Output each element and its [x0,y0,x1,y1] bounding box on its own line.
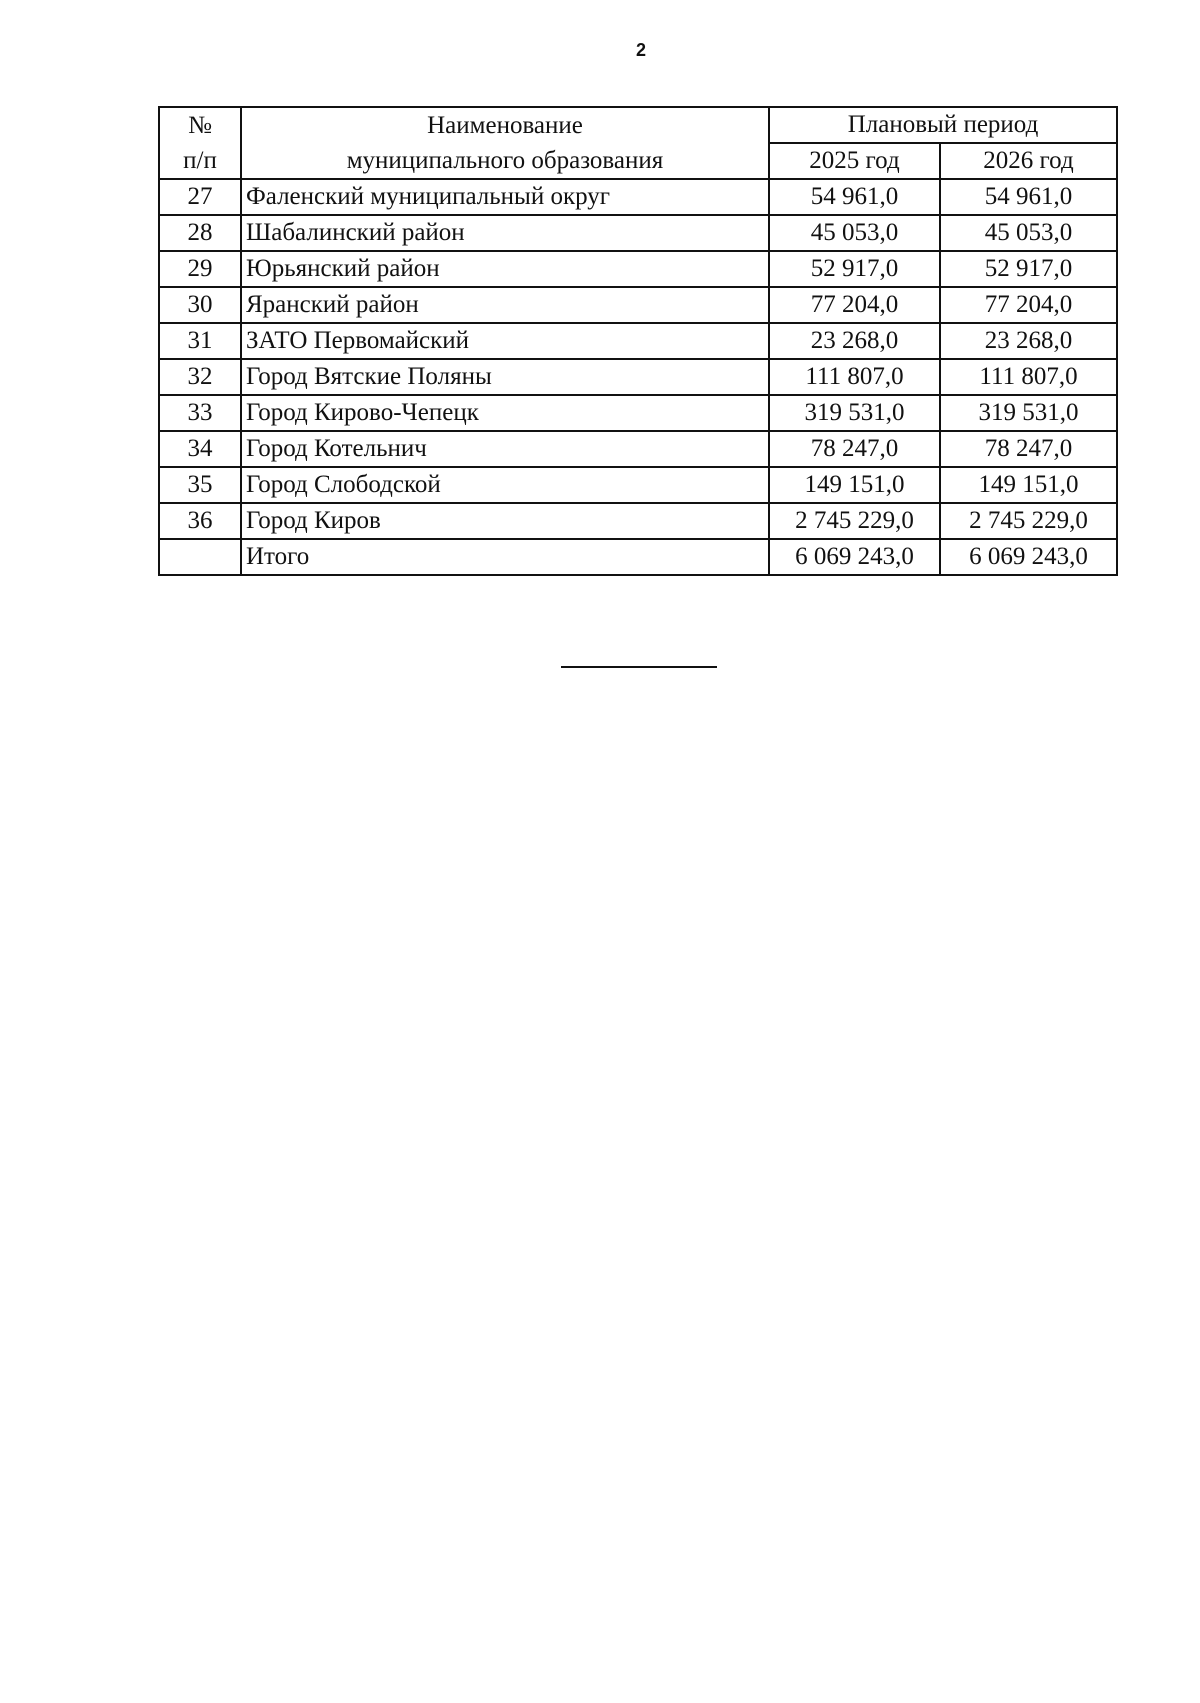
row-number: 27 [159,179,241,215]
value-2026: 52 917,0 [940,251,1117,287]
total-2025: 6 069 243,0 [769,539,940,575]
value-2026: 2 745 229,0 [940,503,1117,539]
header-year-2026: 2026 год [940,143,1117,179]
row-number: 32 [159,359,241,395]
allocation-table [158,106,1118,576]
municipality-name: Фаленский муниципальный округ [241,179,769,215]
page-number-text: 2 [635,40,646,60]
row-number: 29 [159,251,241,287]
municipality-name: ЗАТО Первомайский [241,323,769,359]
header-name-line1: Наименование [241,107,769,143]
value-2025: 52 917,0 [769,251,940,287]
municipality-name: Яранский район [241,287,769,323]
municipality-name: Город Котельнич [241,431,769,467]
total-number [159,539,241,575]
table-row [159,287,1117,323]
header-num-line1: № [159,107,241,143]
value-2025: 2 745 229,0 [769,503,940,539]
header-name-line2: муниципального образования [241,143,769,179]
page-number [0,40,1200,61]
header-row-1 [159,107,1117,143]
value-2025: 149 151,0 [769,467,940,503]
value-2026: 111 807,0 [940,359,1117,395]
table-row [159,215,1117,251]
row-number: 36 [159,503,241,539]
table-body [159,179,1117,575]
total-2026: 6 069 243,0 [940,539,1117,575]
table-header [159,107,1117,179]
table-row [159,359,1117,395]
municipality-name: Юрьянский район [241,251,769,287]
value-2026: 77 204,0 [940,287,1117,323]
municipality-name: Город Кирово-Чепецк [241,395,769,431]
header-period: Плановый период [769,107,1117,143]
municipality-name: Город Вятские Поляны [241,359,769,395]
value-2026: 78 247,0 [940,431,1117,467]
municipality-name: Шабалинский район [241,215,769,251]
table-row [159,323,1117,359]
table-row [159,503,1117,539]
municipality-name: Город Слободской [241,467,769,503]
row-number: 28 [159,215,241,251]
row-number: 34 [159,431,241,467]
row-number: 33 [159,395,241,431]
value-2026: 149 151,0 [940,467,1117,503]
value-2026: 54 961,0 [940,179,1117,215]
table-row [159,251,1117,287]
value-2026: 319 531,0 [940,395,1117,431]
value-2025: 45 053,0 [769,215,940,251]
header-year-2025: 2025 год [769,143,940,179]
municipality-name: Город Киров [241,503,769,539]
row-number: 31 [159,323,241,359]
value-2025: 23 268,0 [769,323,940,359]
header-row-2 [159,143,1117,179]
header-num-line2: п/п [159,143,241,179]
row-number: 30 [159,287,241,323]
value-2025: 111 807,0 [769,359,940,395]
value-2025: 54 961,0 [769,179,940,215]
total-row [159,539,1117,575]
table-row [159,179,1117,215]
end-of-document-rule [561,666,717,668]
row-number: 35 [159,467,241,503]
value-2026: 23 268,0 [940,323,1117,359]
value-2025: 319 531,0 [769,395,940,431]
value-2025: 78 247,0 [769,431,940,467]
value-2026: 45 053,0 [940,215,1117,251]
total-label: Итого [241,539,769,575]
table-row [159,431,1117,467]
table-row [159,395,1117,431]
table-row [159,467,1117,503]
value-2025: 77 204,0 [769,287,940,323]
